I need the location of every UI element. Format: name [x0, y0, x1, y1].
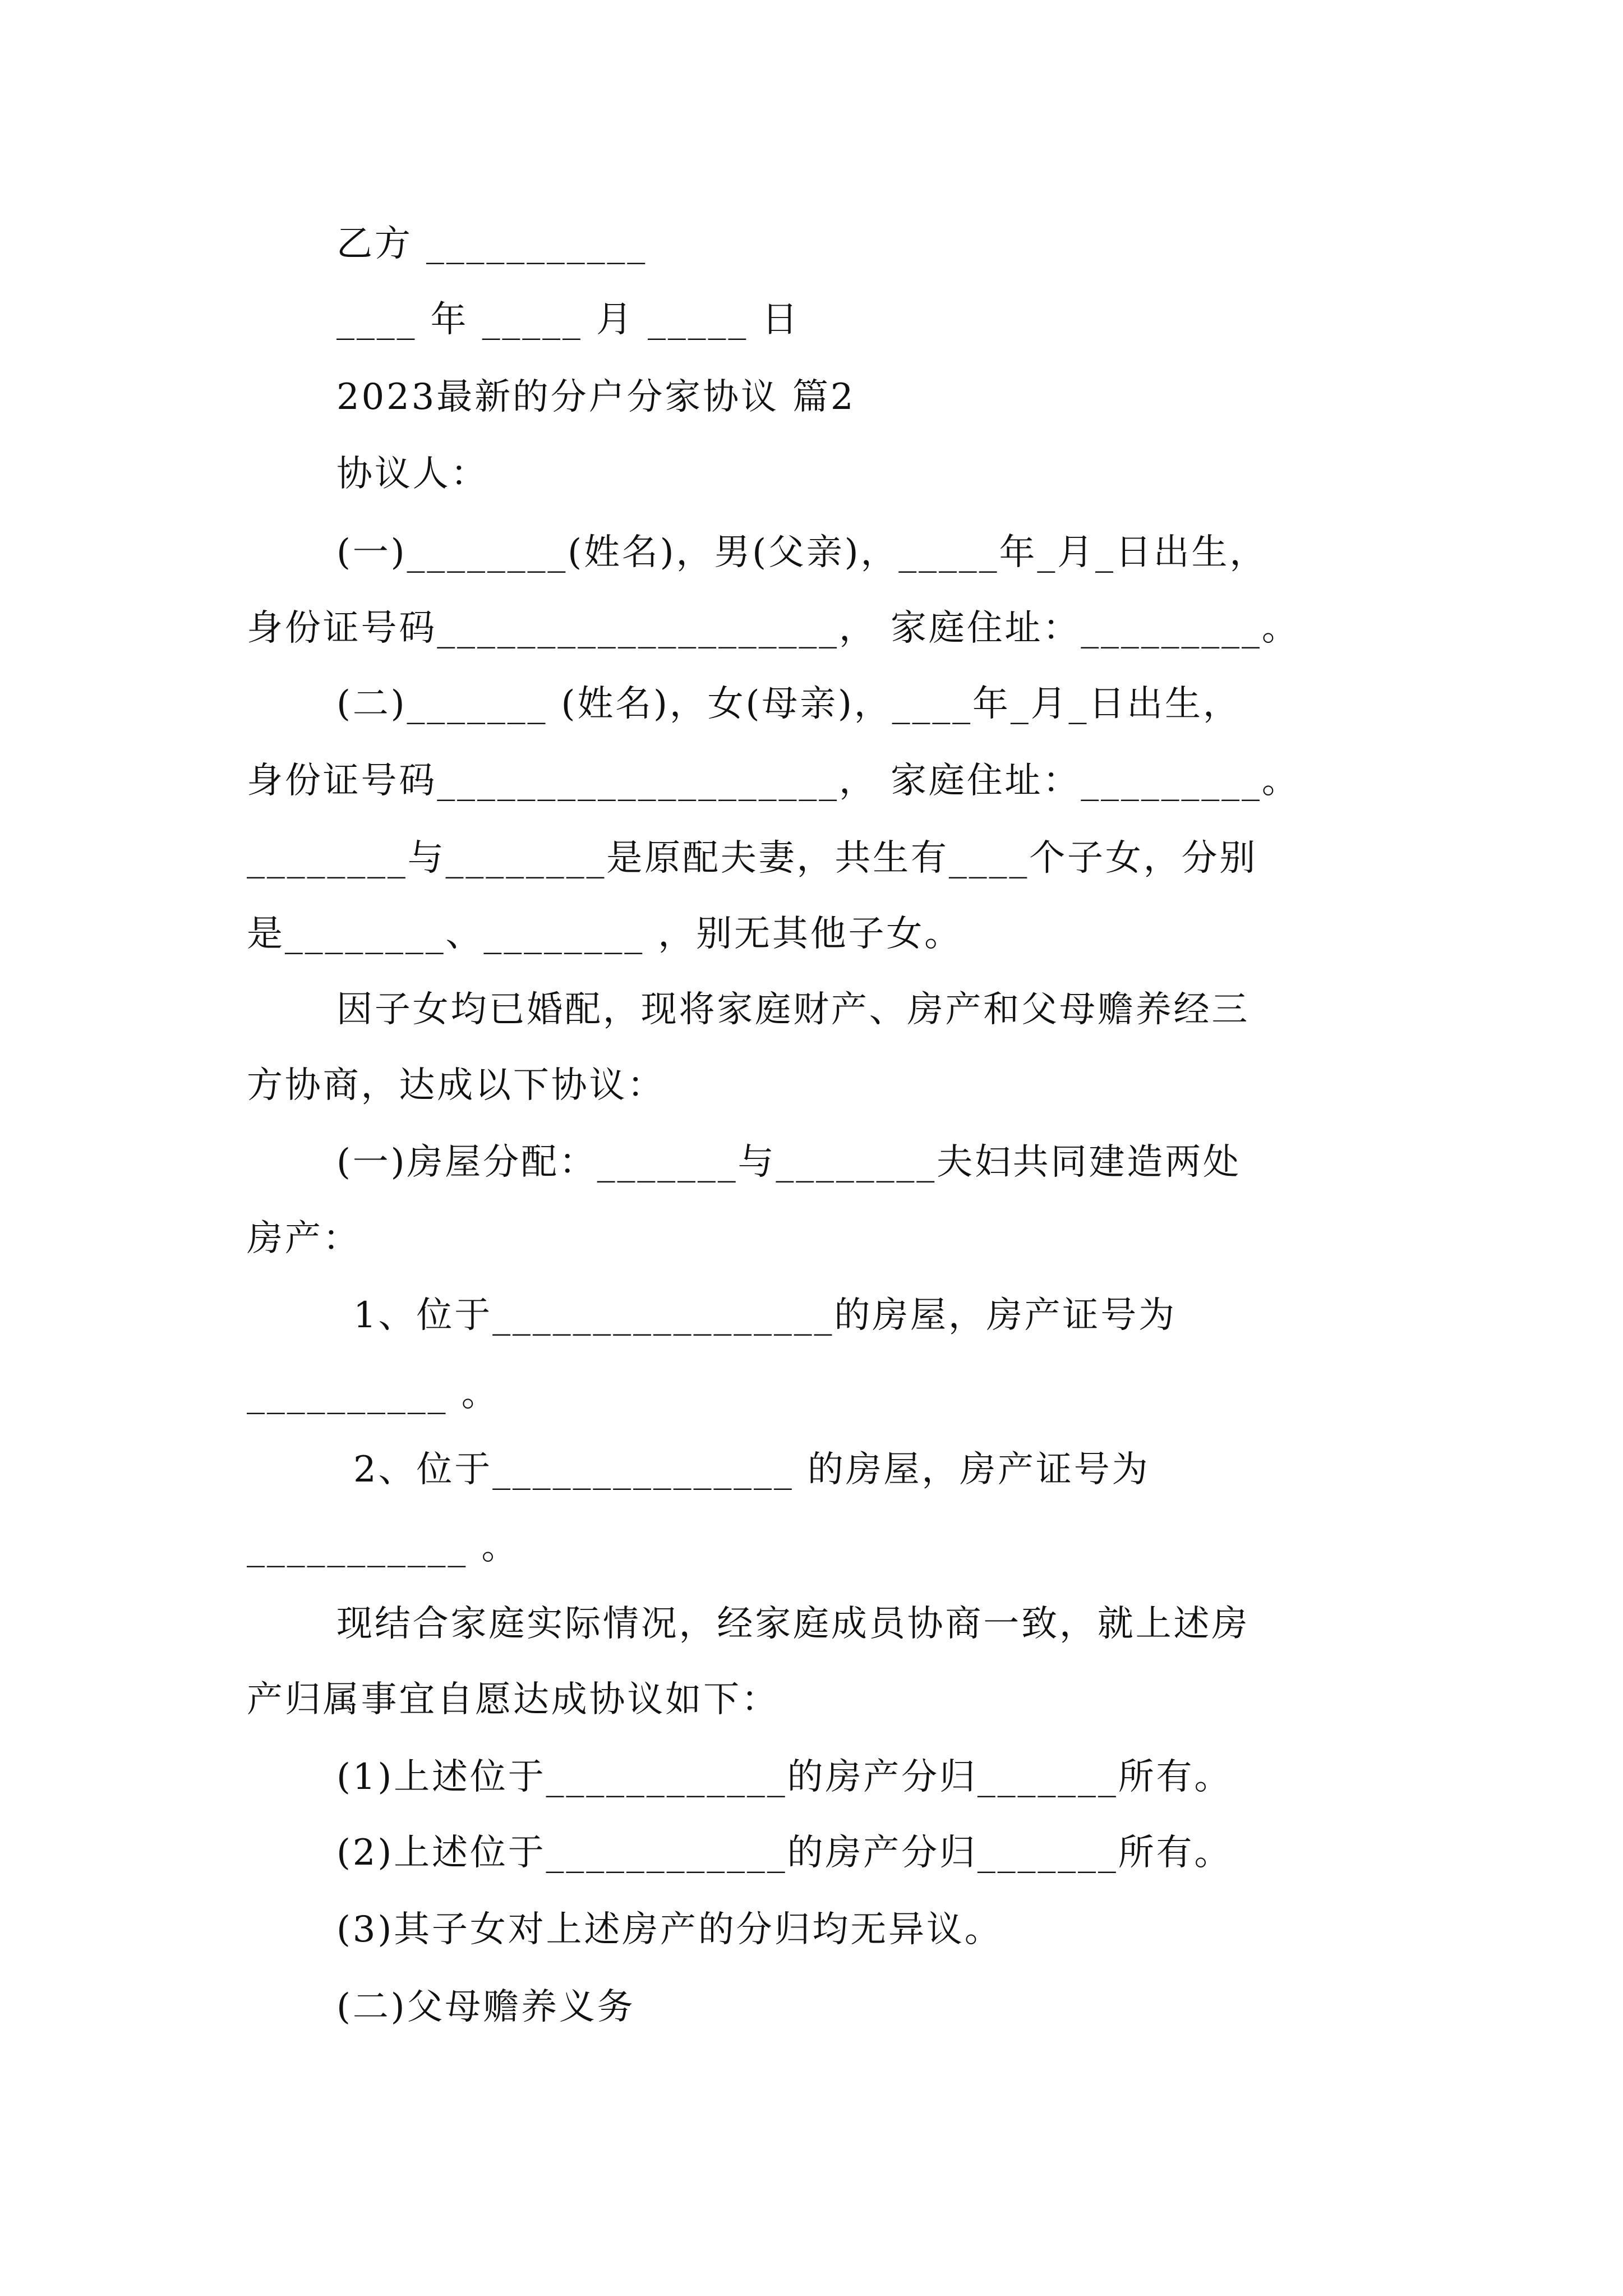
party-father-line-2: 身份证号码____________________， 家庭住址：_________。	[247, 608, 1300, 649]
agreement-item-3: (3)其子女对上述房产的分归均无异议。	[336, 1909, 1003, 1950]
marriage-statement-line-1: ________与________是原配夫妻，共生有____个子女，分别	[247, 838, 1258, 879]
marriage-statement-line-2: 是________、________ ，别无其他子女。	[247, 913, 963, 955]
agreement-intro-line-2: 产归属事宜自愿达成协议如下：	[247, 1679, 780, 1720]
party-mother-line-1: (二)_______ (姓名)，女(母亲)，____年_月_日出生，	[336, 683, 1241, 725]
clause-house-allocation-line-1: (一)房屋分配：_______与________夫妇共同建造两处	[336, 1142, 1241, 1183]
preamble-line-2: 方协商，达成以下协议：	[247, 1065, 666, 1106]
section-title: 2023最新的分户分家协议 篇2	[336, 376, 856, 418]
date-line: ____ 年 _____ 月 _____ 日	[336, 299, 800, 341]
clause-house-allocation-line-2: 房产：	[247, 1218, 361, 1259]
property-1-line-2: __________ 。	[247, 1373, 500, 1415]
party-mother-line-2: 身份证号码____________________， 家庭住址：_________。	[247, 760, 1300, 802]
agreement-item-2: (2)上述位于____________的房产分归_______所有。	[336, 1832, 1233, 1874]
party-father-line-1: (一)________(姓名)，男(父亲)，_____年_月_日出生，	[336, 532, 1268, 573]
agreement-intro-line-1: 现结合家庭实际情况，经家庭成员协商一致，就上述房	[336, 1603, 1250, 1645]
clause-parent-support-heading: (二)父母赡养义务	[336, 1986, 635, 2028]
preamble-line-1: 因子女均已婚配，现将家庭财产、房产和父母赡养经三	[336, 989, 1250, 1030]
agreement-item-1: (1)上述位于____________的房产分归_______所有。	[336, 1756, 1233, 1798]
signature-party-b-line: 乙方 ___________	[336, 223, 648, 265]
parties-heading: 协议人：	[336, 453, 489, 495]
property-2-line-1: 2、位于_______________ 的房屋，房产证号为	[353, 1449, 1150, 1490]
property-2-line-2: ___________ 。	[247, 1526, 520, 1568]
property-1-line-1: 1、位于_________________的房屋，房产证号为	[353, 1295, 1177, 1336]
